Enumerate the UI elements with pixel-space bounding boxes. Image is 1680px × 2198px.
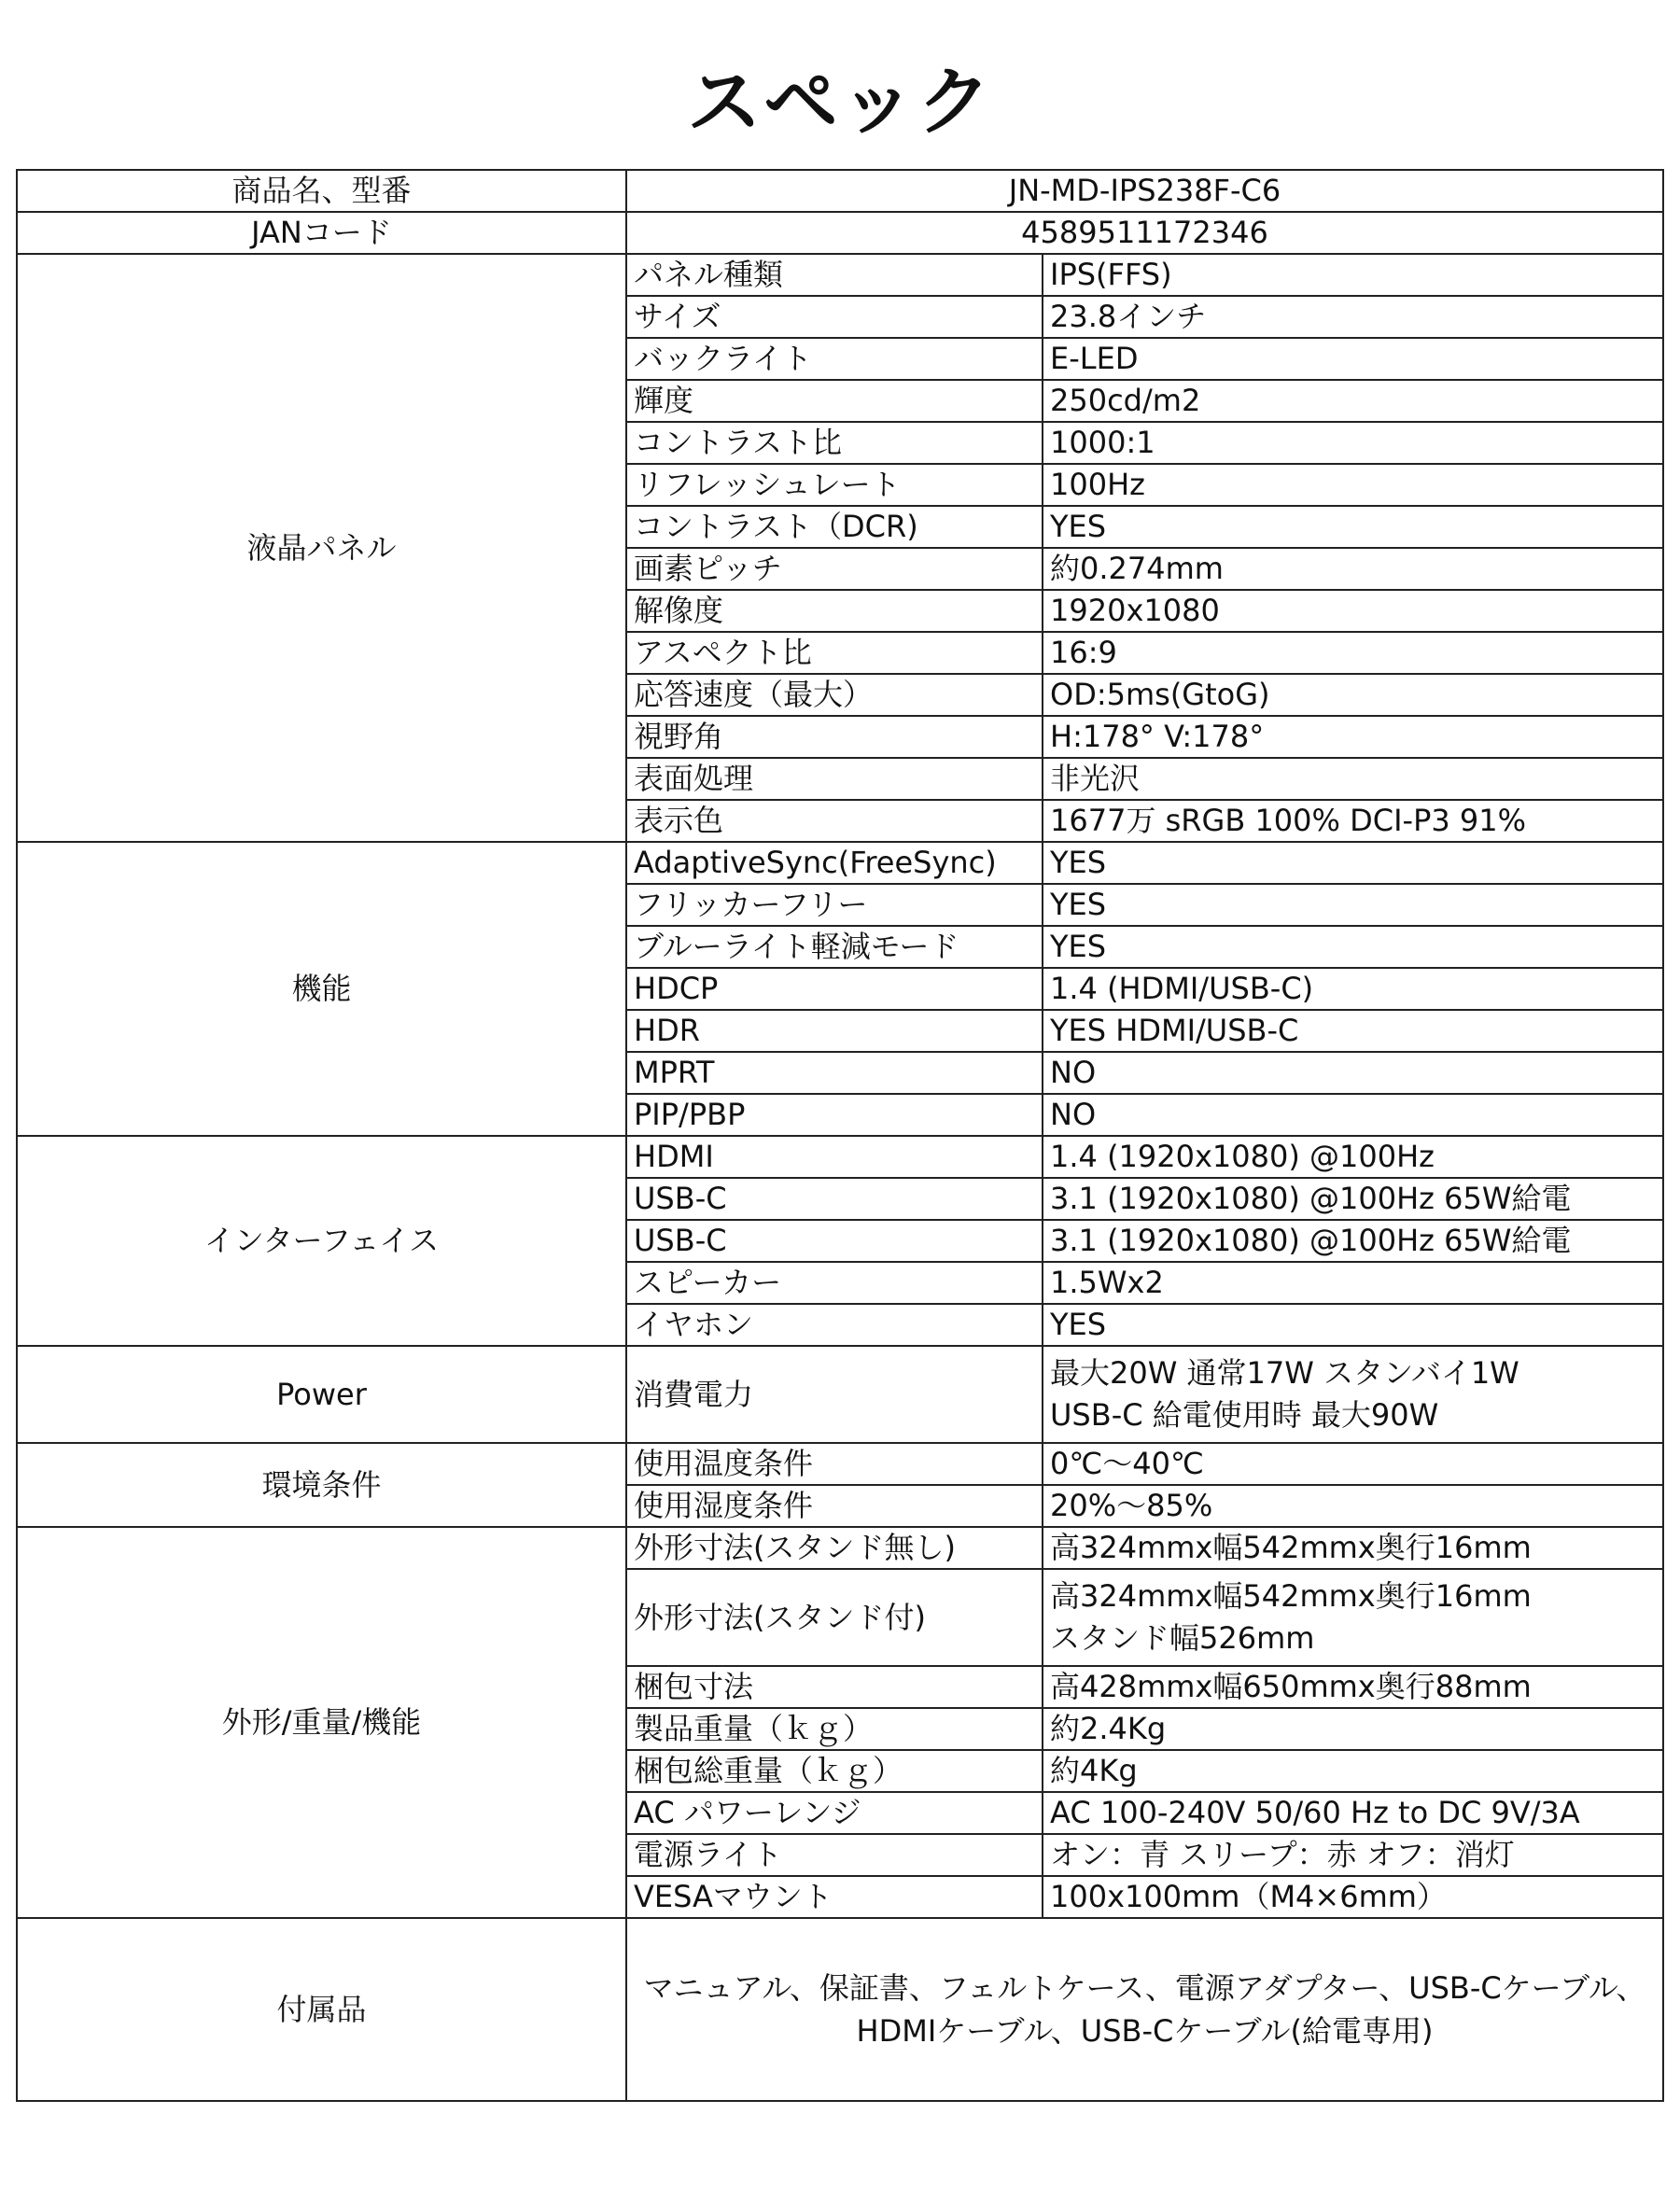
spec-value-line: 最大20W 通常17W スタンバイ1W	[1050, 1355, 1519, 1391]
accessories-line: HDMIケーブル、USB-Cケーブル(給電専用)	[856, 2013, 1434, 2049]
spec-value	[1043, 1834, 1663, 1876]
spec-value	[1043, 1346, 1663, 1443]
spec-value	[1043, 926, 1663, 968]
spec-label: 輝度	[626, 380, 1043, 422]
spec-label: 使用湿度条件	[626, 1485, 1043, 1527]
spec-value-line: 約4Kg	[1050, 1753, 1138, 1788]
model-row	[17, 170, 1663, 212]
jan-label: JANコード	[17, 212, 626, 254]
spec-value-line: YES	[1050, 1307, 1107, 1342]
spec-value-line: NO	[1050, 1055, 1097, 1090]
jan-row	[17, 212, 1663, 254]
spec-value-line: 1000:1	[1050, 425, 1155, 460]
spec-value	[1043, 884, 1663, 926]
spec-label: MPRT	[626, 1052, 1043, 1094]
spec-label: 梱包総重量（ｋｇ）	[626, 1750, 1043, 1792]
spec-value-line: OD:5ms(GtoG)	[1050, 677, 1270, 712]
section-name: 機能	[17, 842, 626, 1136]
spec-table-body	[17, 170, 1663, 2101]
page-title: スペック	[687, 59, 993, 146]
spec-value	[1043, 506, 1663, 548]
spec-value	[1043, 1876, 1663, 1918]
spec-value-line: 1.4 (1920x1080) @100Hz	[1050, 1139, 1435, 1174]
spec-value-line: E-LED	[1050, 341, 1139, 376]
spec-label: 外形寸法(スタンド付)	[626, 1569, 1043, 1666]
accessories-label: 付属品	[17, 1918, 626, 2101]
spec-value	[1043, 674, 1663, 716]
spec-value	[1043, 1304, 1663, 1346]
spec-value-line: 250cd/m2	[1050, 383, 1201, 418]
spec-value-line: 0℃～40℃	[1050, 1446, 1204, 1481]
section-name: 外形/重量/機能	[17, 1527, 626, 1918]
spec-value	[1043, 254, 1663, 296]
spec-value-line: 高324mmx幅542mmx奥行16mm	[1050, 1578, 1532, 1614]
spec-label: 視野角	[626, 716, 1043, 758]
spec-value-line: 100x100mm（M4×6mm）	[1050, 1879, 1447, 1914]
spec-value	[1043, 1750, 1663, 1792]
spec-value	[1043, 1094, 1663, 1136]
spec-label: 使用温度条件	[626, 1443, 1043, 1485]
spec-value-line: 1920x1080	[1050, 593, 1220, 628]
spec-value-line: H:178° V:178°	[1050, 719, 1265, 754]
spec-label: 電源ライト	[626, 1834, 1043, 1876]
spec-value-line: 高324mmx幅542mmx奥行16mm	[1050, 1530, 1532, 1565]
spec-label: アスペクト比	[626, 632, 1043, 674]
spec-value	[1043, 1178, 1663, 1220]
spec-label: コントラスト比	[626, 422, 1043, 464]
spec-value	[1043, 1527, 1663, 1569]
spec-row	[17, 254, 1663, 296]
spec-label: 画素ピッチ	[626, 548, 1043, 590]
accessories-row	[17, 1918, 1663, 2101]
spec-value	[1043, 1262, 1663, 1304]
spec-value	[1043, 380, 1663, 422]
spec-label: HDMI	[626, 1136, 1043, 1178]
spec-row	[17, 1346, 1663, 1443]
spec-label: USB-C	[626, 1178, 1043, 1220]
spec-label: コントラスト（DCR)	[626, 506, 1043, 548]
spec-table	[16, 169, 1664, 2102]
spec-value	[1043, 1569, 1663, 1666]
spec-row	[17, 842, 1663, 884]
spec-value-line: 1.5Wx2	[1050, 1265, 1164, 1300]
spec-value	[1043, 1666, 1663, 1708]
spec-value	[1043, 1708, 1663, 1750]
spec-value-line: 20%～85%	[1050, 1488, 1213, 1523]
spec-label: 外形寸法(スタンド無し)	[626, 1527, 1043, 1569]
spec-value	[1043, 548, 1663, 590]
spec-value-line: IPS(FFS)	[1050, 257, 1172, 292]
section-name: Power	[17, 1346, 626, 1443]
accessories-value	[626, 1918, 1663, 2101]
spec-value-line: YES	[1050, 887, 1107, 922]
spec-value	[1043, 758, 1663, 800]
spec-label: サイズ	[626, 296, 1043, 338]
spec-value	[1043, 338, 1663, 380]
accessories-line: マニュアル、保証書、フェルトケース、電源アダプター、USB-Cケーブル、	[643, 1970, 1646, 2006]
spec-value	[1043, 296, 1663, 338]
spec-label: イヤホン	[626, 1304, 1043, 1346]
spec-value-line: YES	[1050, 845, 1107, 880]
spec-value	[1043, 1792, 1663, 1834]
spec-label: 表面処理	[626, 758, 1043, 800]
spec-value	[1043, 1052, 1663, 1094]
spec-value	[1043, 1010, 1663, 1052]
spec-value	[1043, 1443, 1663, 1485]
spec-value	[1043, 842, 1663, 884]
spec-label: USB-C	[626, 1220, 1043, 1262]
spec-row	[17, 1527, 1663, 1569]
spec-value-line: スタンド幅526mm	[1050, 1620, 1315, 1656]
model-value: JN-MD-IPS238F-C6	[626, 170, 1663, 212]
section-name: インターフェイス	[17, 1136, 626, 1346]
spec-label: フリッカーフリー	[626, 884, 1043, 926]
jan-value: 4589511172346	[626, 212, 1663, 254]
spec-label: HDR	[626, 1010, 1043, 1052]
spec-value	[1043, 422, 1663, 464]
spec-value-line: 約2.4Kg	[1050, 1711, 1167, 1746]
spec-value	[1043, 968, 1663, 1010]
spec-label: 製品重量（ｋｇ）	[626, 1708, 1043, 1750]
spec-label: PIP/PBP	[626, 1094, 1043, 1136]
spec-value	[1043, 716, 1663, 758]
spec-label: VESAマウント	[626, 1876, 1043, 1918]
spec-label: リフレッシュレート	[626, 464, 1043, 506]
spec-value-line: 3.1 (1920x1080) @100Hz 65W給電	[1050, 1223, 1572, 1258]
spec-label: 応答速度（最大）	[626, 674, 1043, 716]
spec-label: AC パワーレンジ	[626, 1792, 1043, 1834]
spec-value-line: 約0.274mm	[1050, 551, 1224, 586]
spec-label: 解像度	[626, 590, 1043, 632]
spec-row	[17, 1443, 1663, 1485]
spec-value-line: YES	[1050, 509, 1107, 544]
model-label: 商品名、型番	[17, 170, 626, 212]
spec-value	[1043, 1220, 1663, 1262]
spec-value-line: オン：青 スリープ：赤 オフ：消灯	[1050, 1837, 1515, 1872]
spec-value-line: 非光沢	[1050, 761, 1141, 796]
spec-value	[1043, 800, 1663, 842]
spec-label: AdaptiveSync(FreeSync)	[626, 842, 1043, 884]
spec-value	[1043, 632, 1663, 674]
spec-label: HDCP	[626, 968, 1043, 1010]
spec-value-line: 100Hz	[1050, 467, 1145, 502]
spec-value-line: 3.1 (1920x1080) @100Hz 65W給電	[1050, 1181, 1572, 1216]
spec-value-line: NO	[1050, 1097, 1097, 1132]
spec-value-line: YES	[1050, 929, 1107, 964]
spec-label: ブルーライト軽減モード	[626, 926, 1043, 968]
spec-value	[1043, 1485, 1663, 1527]
spec-value-line: 高428mmx幅650mmx奥行88mm	[1050, 1669, 1532, 1704]
spec-value	[1043, 590, 1663, 632]
spec-value-line: 23.8インチ	[1050, 299, 1207, 334]
spec-label: バックライト	[626, 338, 1043, 380]
spec-value	[1043, 464, 1663, 506]
spec-value-line: 1.4 (HDMI/USB-C)	[1050, 971, 1314, 1006]
spec-row	[17, 1136, 1663, 1178]
spec-value-line: YES HDMI/USB-C	[1050, 1013, 1299, 1048]
spec-label: 消費電力	[626, 1346, 1043, 1443]
spec-value-line: 1677万 sRGB 100% DCI-P3 91%	[1050, 803, 1527, 838]
spec-label: パネル種類	[626, 254, 1043, 296]
spec-label: 表示色	[626, 800, 1043, 842]
spec-label: スピーカー	[626, 1262, 1043, 1304]
spec-label: 梱包寸法	[626, 1666, 1043, 1708]
spec-value	[1043, 1136, 1663, 1178]
section-name: 環境条件	[17, 1443, 626, 1527]
spec-value-line: AC 100-240V 50/60 Hz to DC 9V/3A	[1050, 1795, 1580, 1830]
spec-value-line: 16:9	[1050, 635, 1117, 670]
section-name: 液晶パネル	[17, 254, 626, 842]
spec-value-line: USB-C 給電使用時 最大90W	[1050, 1397, 1439, 1433]
